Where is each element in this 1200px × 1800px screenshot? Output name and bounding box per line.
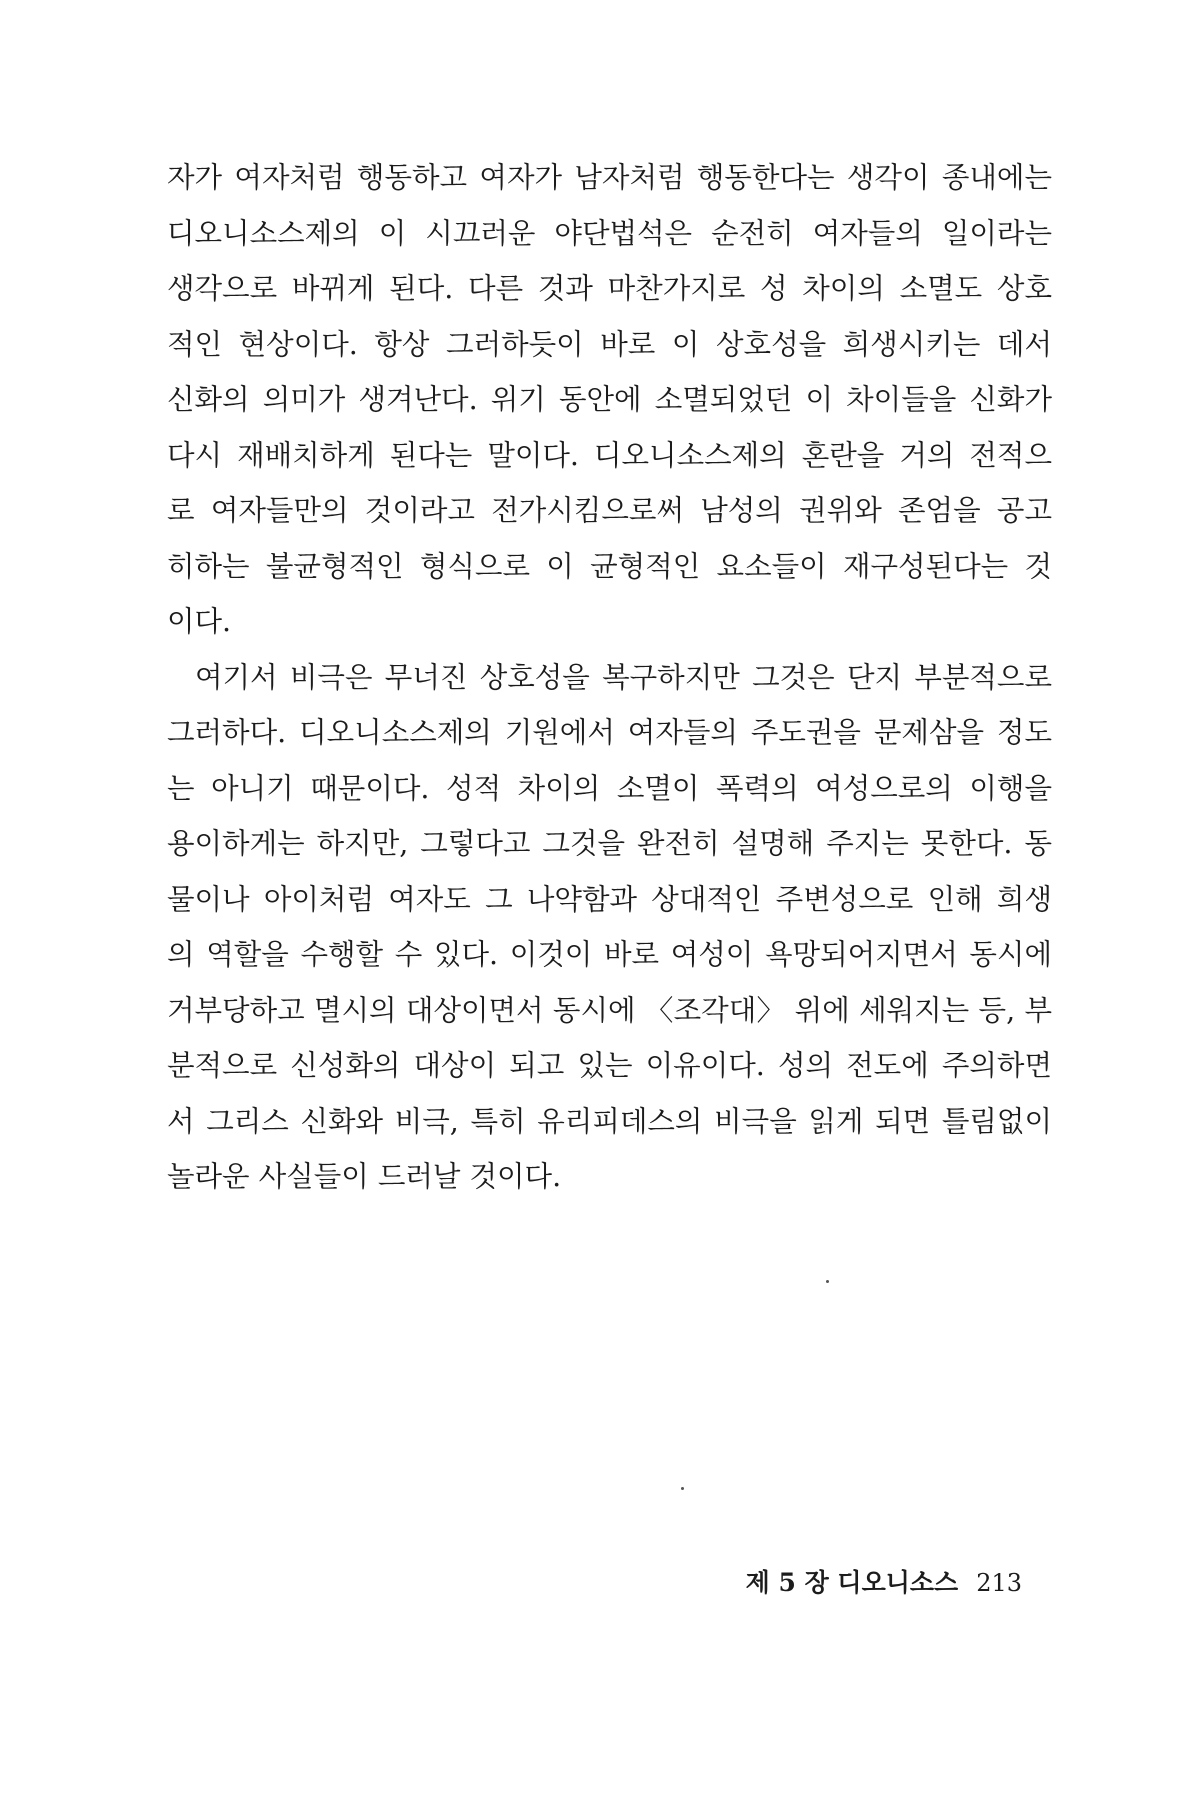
text-line: 의 역할을 수행할 수 있다. 이것이 바로 여성이 욕망되어지면서 동시에 (167, 938, 1052, 971)
text-line: 히하는 불균형적인 형식으로 이 균형적인 요소들이 재구성된다는 것 (167, 549, 1052, 583)
text-line: 신화의 의미가 생겨난다. 위기 동안에 소멸되었던 이 차이들을 신화가 (167, 383, 1052, 416)
chapter-title: 제 5 장 디오니소스 (745, 1568, 959, 1597)
text-line: 디오니소스제의 이 시끄러운 야단법석은 순전히 여자들의 일이라는 (167, 216, 1052, 250)
scan-speck (826, 1280, 829, 1283)
text-line: 이다. (167, 605, 232, 638)
text-line: 놀라운 사실들이 드러날 것이다. (167, 1160, 562, 1193)
text-line: 서 그리스 신화와 비극, 특히 유리피데스의 비극을 읽게 되면 틀림없이 (167, 1104, 1052, 1138)
text-line: 는 아니기 때문이다. 성적 차이의 소멸이 폭력의 여성으로의 이행을 (167, 771, 1052, 805)
text-line: 분적으로 신성화의 대상이 되고 있는 이유이다. 성의 전도에 주의하면 (167, 1049, 1052, 1082)
text-line: 그러하다. 디오니소스제의 기원에서 여자들의 주도권을 문제삼을 정도 (167, 716, 1052, 749)
paragraph-2 (167, 650, 1052, 1205)
text-line: 용이하게는 하지만, 그렇다고 그것을 완전히 설명해 주지는 못한다. 동 (167, 827, 1052, 860)
text-line: 다시 재배치하게 된다는 말이다. 디오니소스제의 혼란을 거의 전적으 (167, 438, 1052, 472)
paragraph-1 (167, 150, 1052, 650)
text-line: 적인 현상이다. 항상 그러하듯이 바로 이 상호성을 희생시키는 데서 (167, 327, 1052, 361)
text-line: 여기서 비극은 무너진 상호성을 복구하지만 그것은 단지 부분적으로 (195, 660, 1052, 694)
scan-speck (681, 1487, 684, 1490)
text-line: 생각으로 바뀌게 된다. 다른 것과 마찬가지로 성 차이의 소멸도 상호 (167, 272, 1052, 305)
running-footer (746, 1563, 1022, 1603)
text-line: 자가 여자처럼 행동하고 여자가 남자처럼 행동한다는 생각이 종내에는 (167, 161, 1052, 194)
text-line: 물이나 아이처럼 여자도 그 나약함과 상대적인 주변성으로 인해 희생 (167, 882, 1052, 916)
text-line: 거부당하고 멸시의 대상이면서 동시에 〈조각대〉 위에 세워지는 등, 부 (167, 993, 1052, 1027)
body-text (167, 150, 1052, 1205)
page-number: 213 (976, 1569, 1022, 1597)
text-line: 로 여자들만의 것이라고 전가시킴으로써 남성의 권위와 존엄을 공고 (167, 494, 1052, 527)
